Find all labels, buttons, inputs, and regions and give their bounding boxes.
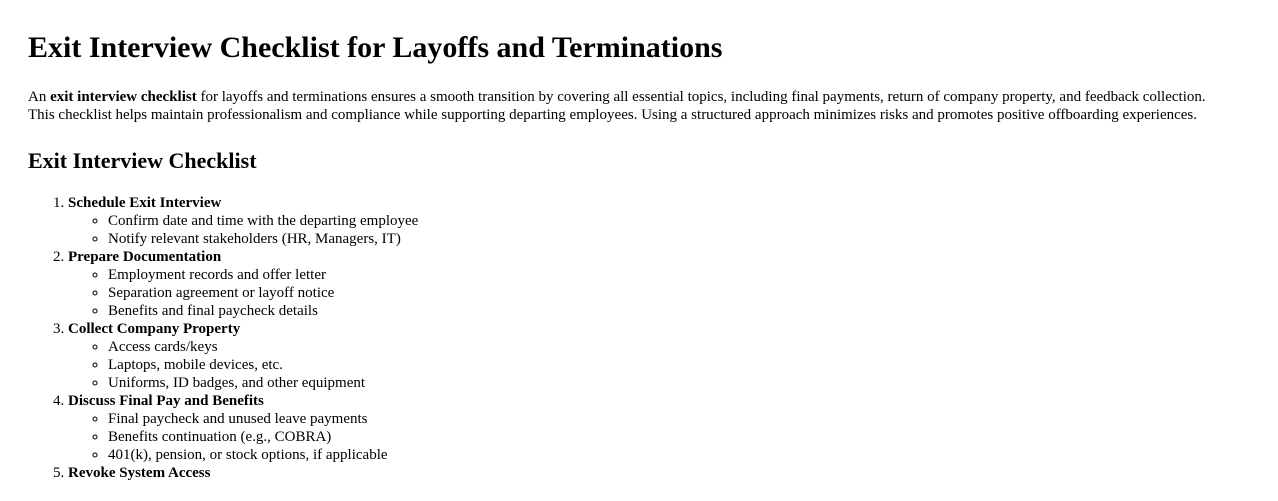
step-title: Prepare Documentation bbox=[68, 249, 222, 265]
step-subitem: ◦ Uniforms, ID badges, and other equipment bbox=[108, 374, 1250, 392]
intro-bold-term: exit interview checklist bbox=[50, 89, 197, 105]
step-subitem: ◦ Confirm date and time with the departing employee bbox=[108, 212, 1250, 230]
step-subitems bbox=[68, 410, 1250, 464]
step-subitem: ◦ Benefits continuation (e.g., COBRA) bbox=[108, 428, 1250, 446]
page-title: Exit Interview Checklist for Layoffs and Terminations bbox=[28, 31, 723, 64]
step-subitems bbox=[68, 212, 1250, 248]
checklist-step bbox=[68, 248, 1250, 320]
step-subitem: ◦ Access cards/keys bbox=[108, 338, 1250, 356]
checklist-step bbox=[68, 392, 1250, 464]
checklist-step bbox=[68, 194, 1250, 248]
checklist-steps bbox=[28, 194, 1250, 482]
intro-text-start: An bbox=[28, 89, 51, 105]
intro-text-rest: for layoffs and terminations ensures a smooth transition by covering all essential topics, including final payments, return of company property, and feedback collection. This checklist helps maintain professionalism and compliance while supporting departing employees. Using a structured approach minimizes risks and promotes positive offboarding experiences. bbox=[28, 89, 1206, 123]
checklist-step bbox=[68, 320, 1250, 392]
step-subitem: ◦ Final paycheck and unused leave payments bbox=[108, 410, 1250, 428]
step-title: Revoke System Access bbox=[68, 465, 211, 481]
step-subitem: ◦ Employment records and offer letter bbox=[108, 266, 1250, 284]
section-heading: Exit Interview Checklist bbox=[28, 148, 257, 173]
checklist-step bbox=[68, 464, 1250, 482]
step-subitem: ◦ Laptops, mobile devices, etc. bbox=[108, 356, 1250, 374]
step-title: Collect Company Property bbox=[68, 321, 241, 337]
step-subitem: ◦ Separation agreement or layoff notice bbox=[108, 284, 1250, 302]
step-subitem: ◦ Benefits and final paycheck details bbox=[108, 302, 1250, 320]
step-title: Discuss Final Pay and Benefits bbox=[68, 393, 264, 409]
step-subitem: ◦ Notify relevant stakeholders (HR, Managers, IT) bbox=[108, 230, 1250, 248]
intro-paragraph bbox=[28, 88, 1228, 124]
step-title: Schedule Exit Interview bbox=[68, 195, 222, 211]
step-subitems bbox=[68, 338, 1250, 392]
step-subitem: ◦ 401(k), pension, or stock options, if applicable bbox=[108, 446, 1250, 464]
step-subitems bbox=[68, 266, 1250, 320]
